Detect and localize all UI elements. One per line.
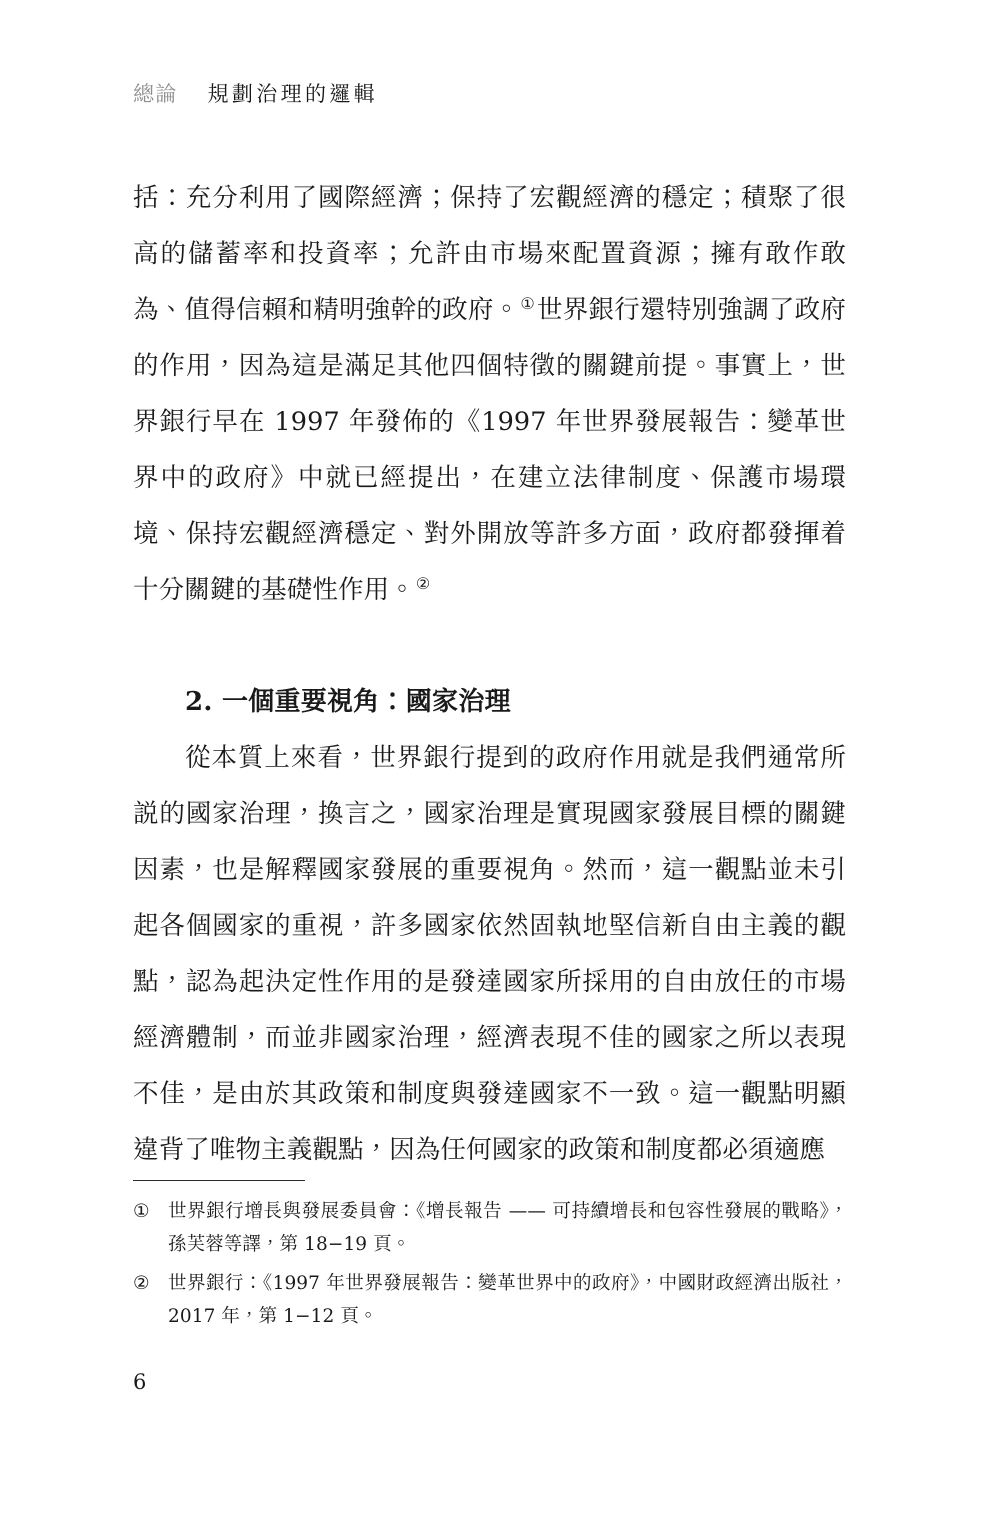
footnote-block	[133, 1180, 848, 1339]
paragraph-continuation-1	[133, 170, 846, 618]
footnote-text: 世界銀行增長與發展委員會：《增長報告 —— 可持續增長和包容性發展的戰略》，孫芙蓉等譯，第 18−19 頁。	[168, 1201, 848, 1255]
paragraph-2: 從本質上來看，世界銀行提到的政府作用就是我們通常所説的國家治理，換言之，國家治理是實現國家發展目標的關鍵因素，也是解釋國家發展的重要視角。然而，這一觀點並未引起各個國家的重視，許多國家依然固執地堅信新自由主義的觀點，認為起決定性作用的是發達國家所採用的自由放任的市場經濟體制，而並非國家治理，經濟表現不佳的國家之所以表現不佳，是由於其政策和制度與發達國家不一致。這一觀點明顯違背了唯物主義觀點，因為任何國家的政策和制度都必須適應	[133, 743, 846, 1165]
heading-spacer	[133, 618, 846, 674]
footnote-marker: ②	[133, 1273, 150, 1294]
footnote-ref-2[interactable]: ②	[415, 573, 431, 593]
footnote-text: 世界銀行：《1997 年世界發展報告：變革世界中的政府》，中國財政經濟出版社，2017 年，第 1−12 頁。	[168, 1273, 848, 1327]
footnote-item	[133, 1195, 848, 1261]
running-head-chapter-title: 規劃治理的邏輯	[207, 82, 379, 106]
running-head	[133, 82, 845, 107]
footnote-separator-rule	[133, 1180, 305, 1181]
paragraph-1-text-b: 世界銀行還特別強調了政府的作用，因為這是滿足其他四個特徵的關鍵前提。事實上，世界銀行早在 1997 年發佈的《1997 年世界發展報告：變革世界中的政府》中就已經提出，在建立法律制度、保護市場環境、保持宏觀經濟穩定、對外開放等許多方面，政府都發揮着十分關鍵的基礎性作用。	[133, 295, 846, 605]
paragraph-1-text-a: 括：充分利用了國際經濟；保持了宏觀經濟的穩定；積聚了很高的儲蓄率和投資率；允許由市場來配置資源；擁有敢作敢為、值得信賴和精明強幹的政府。	[133, 183, 846, 325]
footnote-item	[133, 1267, 848, 1333]
section-heading: 2. 一個重要視角：國家治理	[185, 687, 511, 717]
body-text-column	[133, 170, 846, 1178]
running-head-section-label: 總論	[133, 82, 178, 106]
footnote-ref-1[interactable]: ①	[520, 293, 536, 313]
page-number: 6	[133, 1370, 147, 1394]
footnote-marker: ①	[133, 1201, 150, 1222]
